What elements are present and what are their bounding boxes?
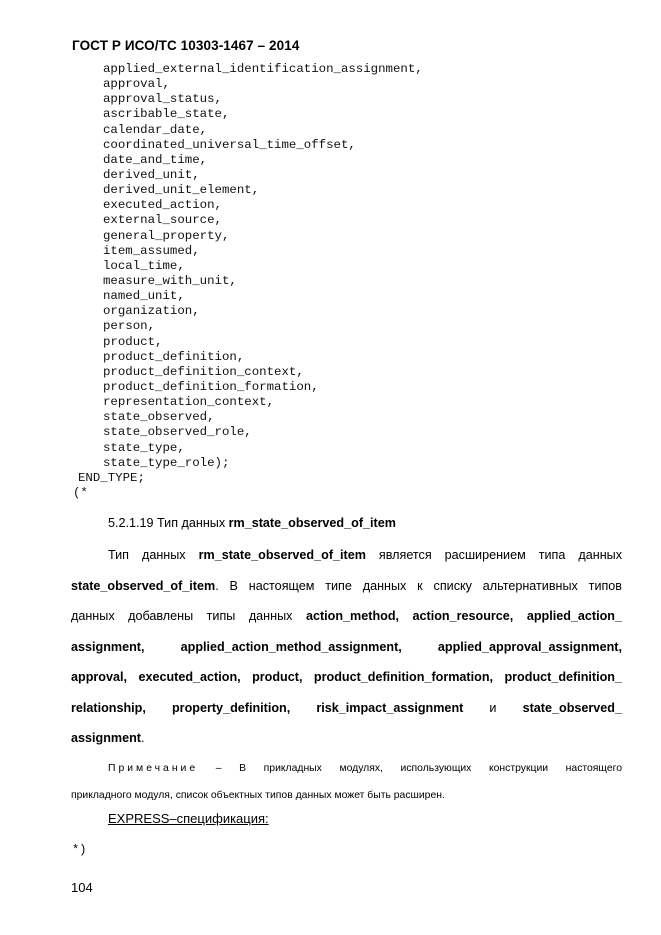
code-line: derived_unit,: [103, 167, 200, 182]
code-line: product,: [103, 334, 163, 349]
code-line: state_observed_role,: [103, 425, 252, 440]
code-line: state_type_role);: [103, 455, 230, 470]
code-line: item_assumed,: [103, 243, 200, 258]
code-line: product_definition_formation,: [103, 379, 319, 394]
note-line: Примечание – В прикладных модулях, использующих конструкции настоящего: [108, 763, 622, 774]
paragraph-line: Тип данных rm_state_observed_of_item является расширением типа данных: [108, 548, 622, 562]
document-header: ГОСТ Р ИСО/ТС 10303-1467 – 2014: [72, 38, 300, 53]
code-line: measure_with_unit,: [103, 273, 237, 288]
paragraph-line: approval, executed_action, product, product_definition_formation, product_definition_: [71, 670, 622, 684]
note-label: Примечание: [108, 763, 199, 774]
code-line: state_type,: [103, 440, 185, 455]
code-line: product_definition,: [103, 349, 245, 364]
code-line: representation_context,: [103, 395, 275, 410]
code-line: local_time,: [103, 258, 185, 273]
code-line: person,: [103, 319, 156, 334]
code-end-type: END_TYPE;: [78, 470, 145, 485]
code-line: coordinated_universal_time_offset,: [103, 137, 356, 152]
code-line: ascribable_state,: [103, 107, 230, 122]
code-line: state_observed,: [103, 410, 215, 425]
note-block: [71, 755, 622, 809]
code-line: approval_status,: [103, 92, 222, 107]
code-line: external_source,: [103, 213, 222, 228]
section-heading: [108, 516, 396, 530]
code-line: calendar_date,: [103, 122, 208, 137]
paragraph-line: assignment.: [71, 731, 145, 745]
description-paragraph: [71, 540, 622, 754]
code-line: derived_unit_element,: [103, 183, 260, 198]
paragraph-line: relationship, property_definition, risk_impact_assignment и state_observed_: [71, 700, 622, 715]
code-line: named_unit,: [103, 289, 185, 304]
paragraph-line: state_observed_of_item. В настоящем типе данных к списку альтернативных типов: [71, 578, 622, 593]
code-line: organization,: [103, 304, 200, 319]
paragraph-line: assignment, applied_action_method_assignment, applied_approval_assignment,: [71, 639, 622, 654]
code-line: approval,: [103, 77, 170, 92]
note-line: прикладного модуля, список объектных типов данных может быть расширен.: [71, 790, 445, 801]
express-code-block: [73, 62, 423, 501]
comment-close: *): [72, 843, 87, 857]
express-specification-label: EXPRESS–спецификация:: [108, 811, 269, 826]
section-type-name: rm_state_observed_of_item: [228, 516, 396, 530]
comment-open: (*: [73, 485, 88, 500]
paragraph-line: данных добавлены типы данных action_method, action_resource, applied_action_: [71, 609, 622, 623]
code-line: date_and_time,: [103, 152, 208, 167]
code-line: general_property,: [103, 228, 230, 243]
code-line: executed_action,: [103, 198, 222, 213]
code-line: product_definition_context,: [103, 364, 304, 379]
code-line: applied_external_identification_assignment,: [103, 62, 423, 76]
section-number: 5.2.1.19 Тип данных: [108, 516, 229, 530]
page-number: 104: [71, 880, 93, 895]
